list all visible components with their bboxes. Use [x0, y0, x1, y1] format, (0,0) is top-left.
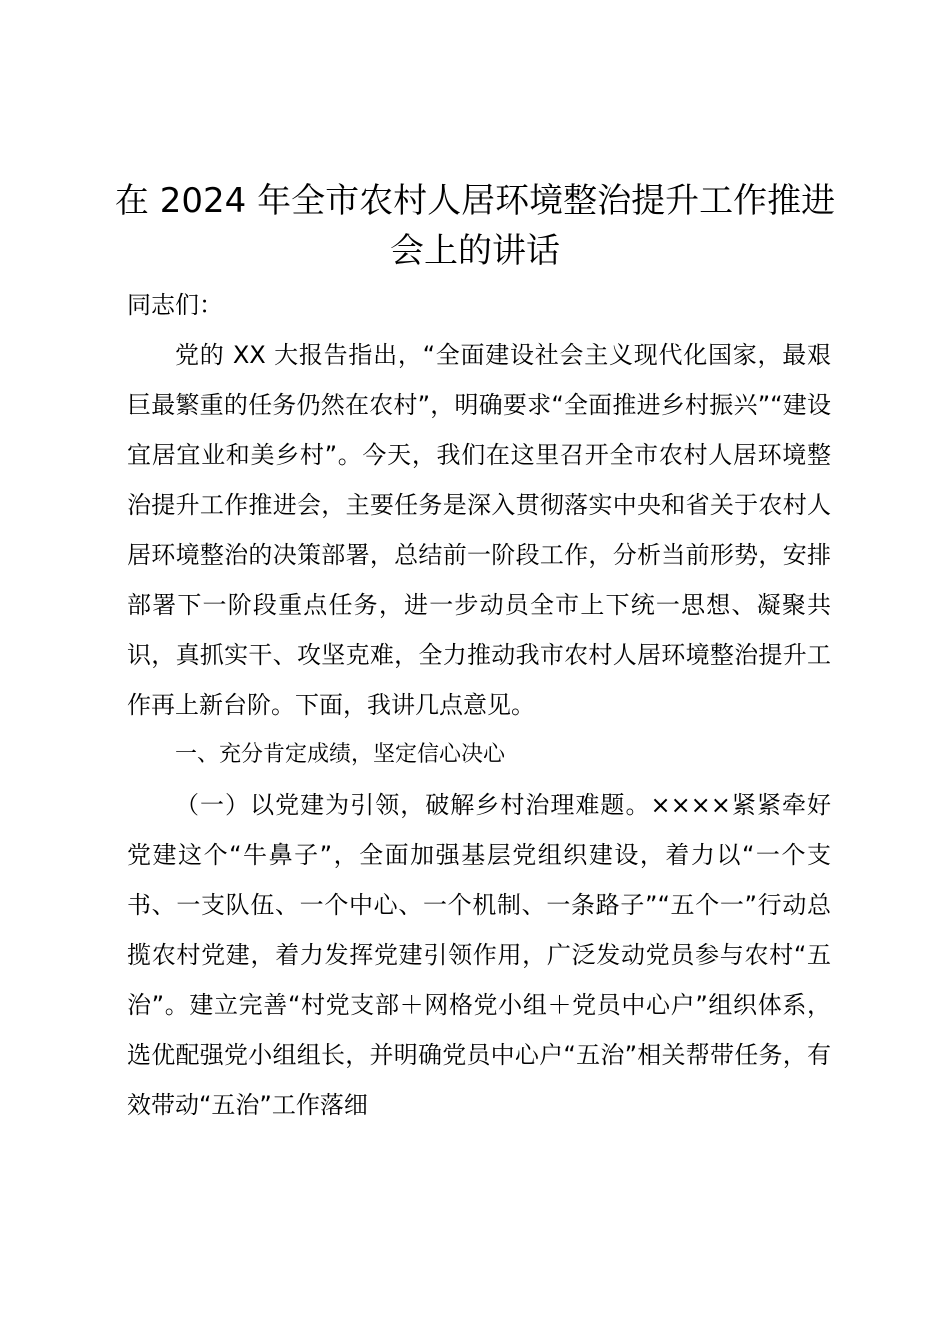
document-body [127, 280, 831, 1130]
document-title: 在 2024 年全市农村人居环境整治提升工作推进会上的讲话 [114, 181, 836, 271]
intro-paragraph: 党的 XX 大报告指出，“全面建设社会主义现代化国家，最艰巨最繁重的任务仍然在农村”，明确要求“全面推进乡村振兴”“建设宜居宜业和美乡村”。今天，我们在这里召开全市农村人居环境整治提升工作推进会，主要任务是深入贯彻落实中央和省关于农村人居环境整治的决策部署，总结前一阶段工作，分析当前形势，安排部署下一阶段重点任务，进一步动员全市上下统一思想、凝聚共识，真抓实干、攻坚克难，全力推动我市农村人居环境整治提升工作再上新台阶。下面，我讲几点意见。 [127, 341, 831, 719]
subsection-paragraph: （一）以党建为引领，破解乡村治理难题。××××紧紧牵好党建这个“牛鼻子”，全面加强基层党组织建设，着力以“一个支书、一支队伍、一个中心、一个机制、一条路子”“五个一”行动总揽农村党建，着力发挥党建引领作用，广泛发动党员参与农村“五治”。建立完善“村党支部＋网格党小组＋党员中心户”组织体系，选优配强党小组组长，并明确党员中心户“五治”相关帮带任务，有效带动“五治”工作落细 [127, 791, 831, 1119]
section-heading: 一、充分肯定成绩，坚定信心决心 [175, 742, 506, 767]
salutation: 同志们： [127, 291, 223, 319]
